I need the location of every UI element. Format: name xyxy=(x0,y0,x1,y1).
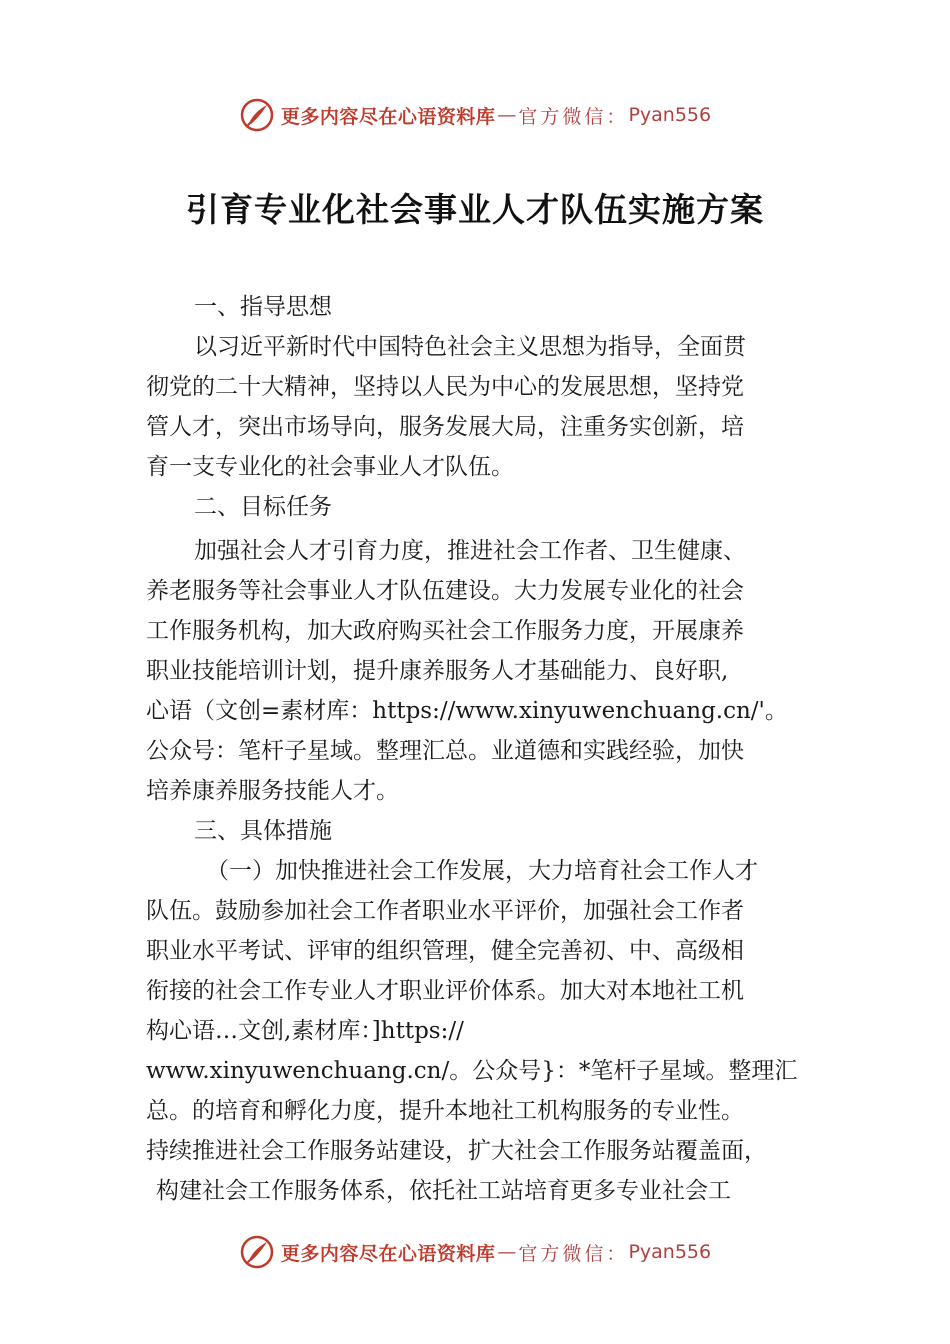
paragraph-line: 彻党的二十大精神，坚持以人民为中心的发展思想，坚持党 xyxy=(146,374,744,400)
banner-separator: — xyxy=(497,1241,517,1263)
banner-wechat-id: Pyan556 xyxy=(628,104,712,126)
section-heading-2: 二、目标任务 xyxy=(194,494,332,520)
paragraph-line: 心语（文创=素材库：https://www.xinyuwenchuang.cn/'。 xyxy=(146,698,788,724)
banner-separator: — xyxy=(497,104,517,126)
paragraph-line: 持续推进社会工作服务站建设，扩大社会工作服务站覆盖面， xyxy=(146,1138,767,1164)
paragraph-line: www.xinyuwenchuang.cn/。公众号}：*笔杆子星域。整理汇 xyxy=(146,1058,798,1084)
paragraph-line: 培养康养服务技能人才。 xyxy=(146,778,399,804)
document-body-section2 xyxy=(146,531,818,851)
section-heading-1: 一、指导思想 xyxy=(194,294,332,320)
paragraph-line: 队伍。鼓励参加社会工作者职业水平评价，加强社会工作者 xyxy=(146,898,744,924)
paragraph-line: 构心语…文创,素材库：]https:// xyxy=(146,1018,464,1044)
paragraph-line: 公众号：笔杆子星域。整理汇总。业道德和实践经验，加快 xyxy=(146,738,744,764)
banner-brand-text: 更多内容尽在心语资料库 xyxy=(280,1242,496,1265)
paragraph-line: 育一支专业化的社会事业人才队伍。 xyxy=(146,454,514,480)
paragraph-line: （一）加快推进社会工作发展，大力培育社会工作人才 xyxy=(206,858,758,884)
paragraph-line: 养老服务等社会事业人才队伍建设。大力发展专业化的社会 xyxy=(146,578,744,604)
quill-logo-icon xyxy=(239,1234,275,1270)
paragraph-line: 构建社会工作服务体系，依托社工站培育更多专业社会工 xyxy=(156,1178,731,1204)
document-body-section3 xyxy=(146,851,818,1211)
quill-logo-icon xyxy=(239,97,275,133)
paragraph-line: 工作服务机构，加大政府购买社会工作服务力度，开展康养 xyxy=(146,618,744,644)
banner-wechat-label: 官方微信： xyxy=(518,105,629,128)
document-title: 引育专业化社会事业人才队伍实施方案 xyxy=(186,190,764,229)
paragraph-line: 以习近平新时代中国特色社会主义思想为指导，全面贯 xyxy=(194,334,746,360)
paragraph-line: 管人才，突出市场导向，服务发展大局，注重务实创新，培 xyxy=(146,414,744,440)
section-heading-3: 三、具体措施 xyxy=(194,818,332,844)
paragraph-line: 职业水平考试、评审的组织管理，健全完善初、中、高级相 xyxy=(146,938,744,964)
banner-brand-text: 更多内容尽在心语资料库 xyxy=(280,105,496,128)
footer-banner xyxy=(0,1230,950,1274)
document-body xyxy=(146,287,818,527)
header-banner xyxy=(0,93,950,137)
banner-wechat-label: 官方微信： xyxy=(518,1242,629,1265)
banner-wechat-id: Pyan556 xyxy=(628,1241,712,1263)
paragraph-line: 加强社会人才引育力度，推进社会工作者、卫生健康、 xyxy=(194,538,746,564)
paragraph-line: 职业技能培训计划，提升康养服务人才基础能力、良好职, xyxy=(146,658,729,684)
paragraph-line: 衔接的社会工作专业人才职业评价体系。加大对本地社工机 xyxy=(146,978,744,1004)
paragraph-line: 总。的培育和孵化力度，提升本地社工机构服务的专业性。 xyxy=(146,1098,744,1124)
